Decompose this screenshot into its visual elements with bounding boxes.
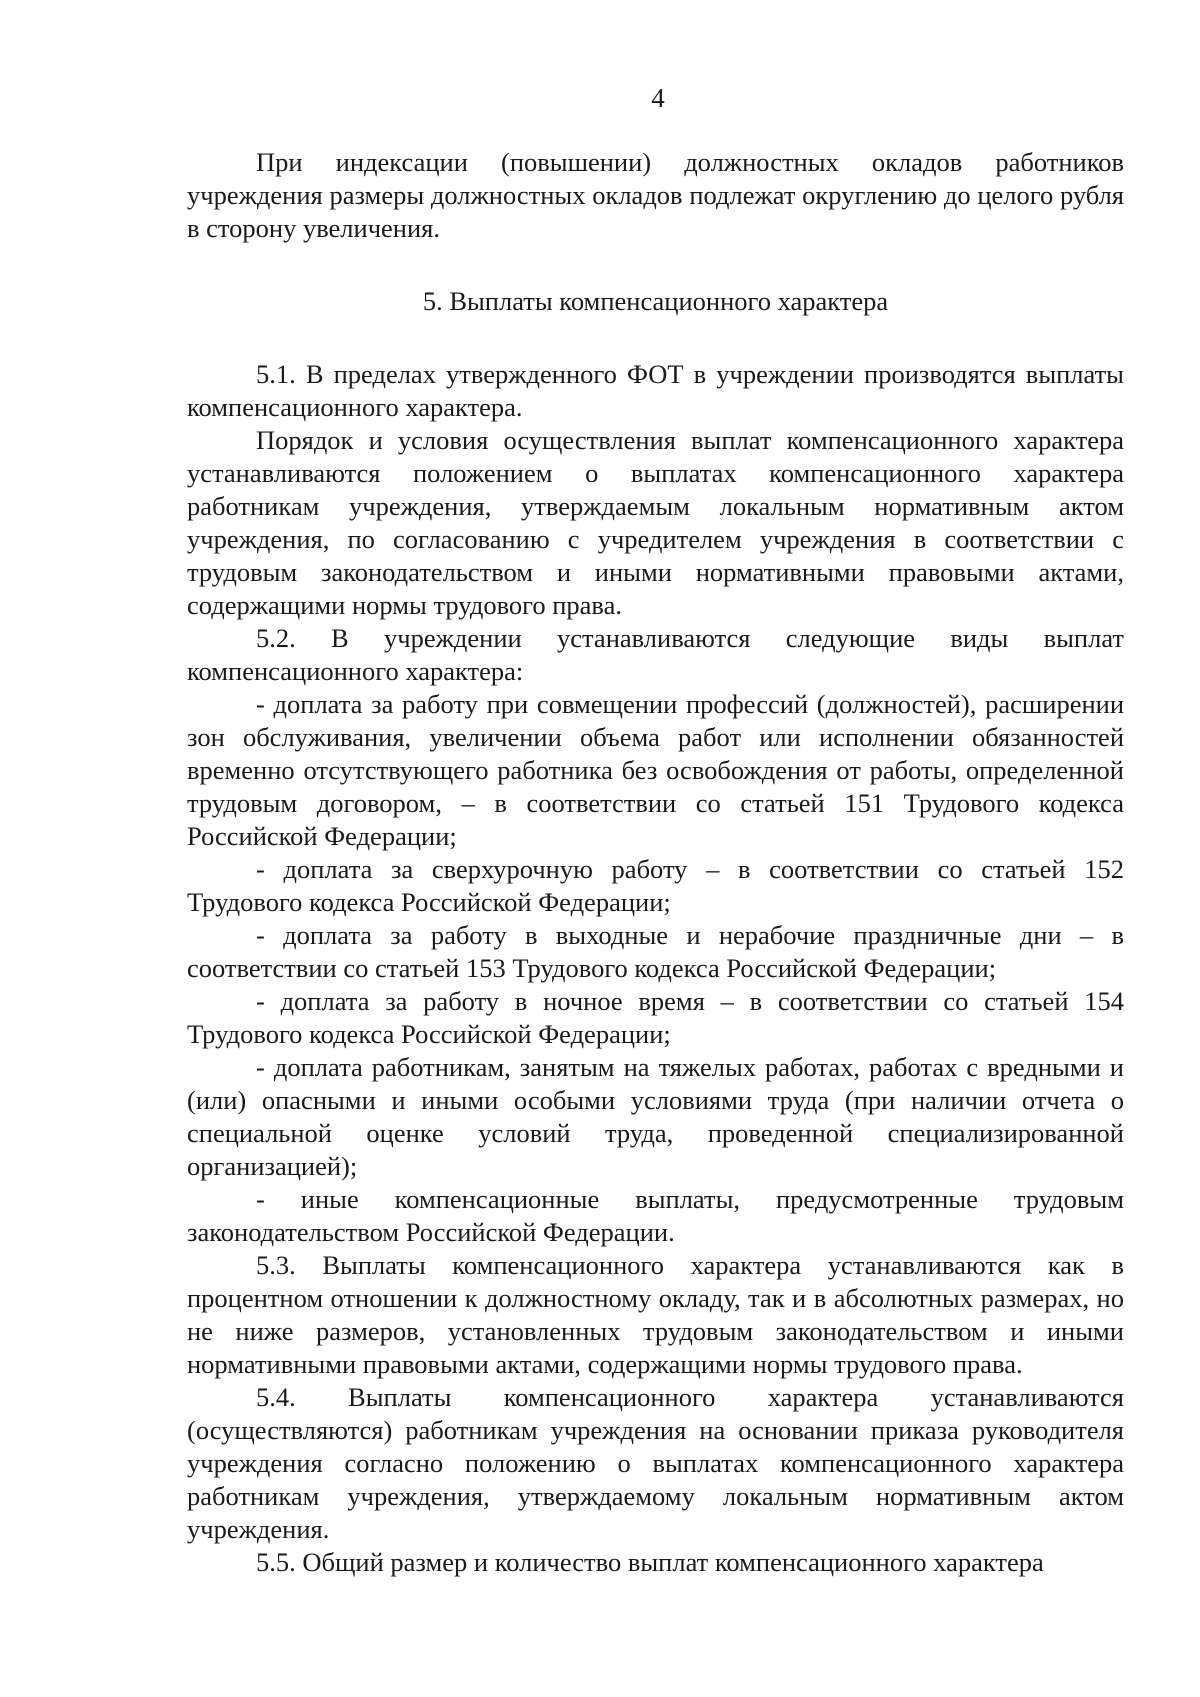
paragraph-5-2: 5.2. В учреждении устанавливаются следующие виды выплат компенсационного характера: [187, 623, 1124, 686]
paragraph-5-4: 5.4. Выплаты компенсационного характера устанавливаются (осуществляются) работникам учреждения на основании приказа руководителя учреждения согласно положению о выплатах компенсационного характера работникам учреждения, утверждаемому локальным нормативным актом учреждения. [187, 1382, 1124, 1544]
list-item-2: - доплата за сверхурочную работу – в соответствии со статьей 152 Трудового кодекса Российской Федерации; [187, 854, 1124, 917]
paragraph-5-3: 5.3. Выплаты компенсационного характера устанавливаются как в процентном отношении к должностному окладу, так и в абсолютных размерах, но не ниже размеров, установленных трудовым законодательством и иными нормативными правовыми актами, содержащими нормы трудового права. [187, 1250, 1124, 1379]
paragraph-5-5: 5.5. Общий размер и количество выплат компенсационного характера [256, 1547, 1044, 1577]
paragraph-indexation: При индексации (повышении) должностных окладов работников учреждения размеры должностных окладов подлежат округлению до целого рубля в сторону увеличения. [187, 147, 1124, 243]
list-item-5: - доплата работникам, занятым на тяжелых работах, работах с вредными и (или) опасными и иными особыми условиями труда (при наличии отчета о специальной оценке условий труда, проведенной специализированной организацией); [187, 1052, 1124, 1181]
list-item-1: - доплата за работу при совмещении профессий (должностей), расширении зон обслуживания, увеличении объема работ или исполнении обязанностей временно отсутствующего работника без освобождения от работы, определенной трудовым договором, – в соответствии со статьей 151 Трудового кодекса Российской Федерации; [187, 689, 1124, 851]
list-item-3: - доплата за работу в выходные и нерабочие праздничные дни – в соответствии со статьей 153 Трудового кодекса Российской Федерации; [187, 920, 1124, 983]
paragraph-order: Порядок и условия осуществления выплат компенсационного характера устанавливаются положением о выплатах компенсационного характера работникам учреждения, утверждаемым локальным нормативным актом учреждения, по согласованию с учредителем учреждения в соответствии с трудовым законодательством и иными нормативными правовыми актами, содержащими нормы трудового права. [187, 425, 1124, 620]
section-title: 5. Выплаты компенсационного характера [422, 286, 889, 316]
page-number: 4 [651, 83, 665, 113]
paragraph-5-1: 5.1. В пределах утвержденного ФОТ в учреждении производятся выплаты компенсационного характера. [187, 359, 1124, 422]
document-body [187, 146, 1124, 1579]
list-item-6: - иные компенсационные выплаты, предусмотренные трудовым законодательством Российской Федерации. [187, 1184, 1124, 1247]
list-item-4: - доплата за работу в ночное время – в соответствии со статьей 154 Трудового кодекса Российской Федерации; [187, 986, 1124, 1049]
